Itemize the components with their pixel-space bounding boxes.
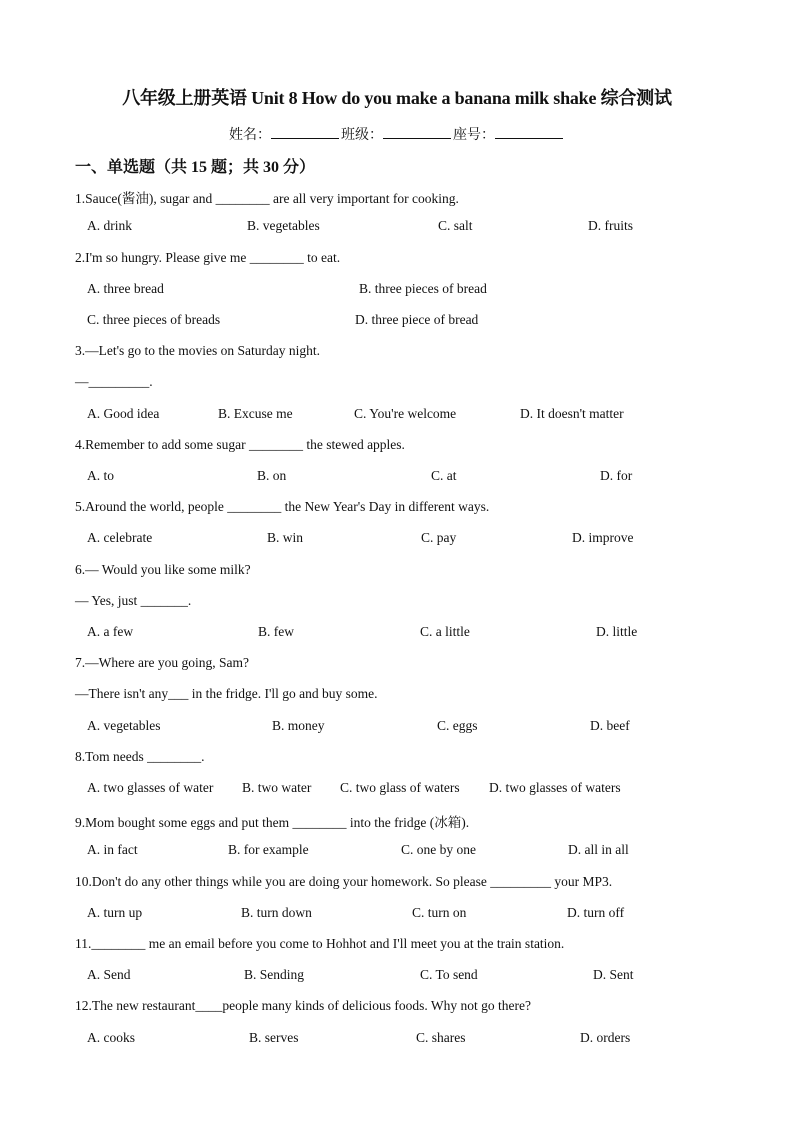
- option-a: A. vegetables: [87, 718, 161, 733]
- name-label: 姓名：: [229, 128, 271, 143]
- option-a: A. turn up: [87, 905, 143, 920]
- option-c: C. turn on: [412, 905, 467, 920]
- option-d: D. for: [600, 468, 633, 483]
- question-stem: 2.I'm so hungry. Please give me ________ to eat.: [75, 250, 341, 265]
- option-a: A. Send: [87, 967, 131, 982]
- option-c: C. You're welcome: [354, 406, 457, 421]
- option-c: C. To send: [420, 967, 478, 982]
- question-stem-line-2: —_________.: [75, 374, 153, 389]
- option-c: C. a little: [420, 624, 470, 639]
- question-stem: 10.Don't do any other things while you are doing your homework. So please _________ your MP3.: [75, 874, 613, 889]
- option-a: A. celebrate: [87, 530, 153, 545]
- question-stem: 5.Around the world, people ________ the New Year's Day in different ways.: [75, 499, 490, 514]
- option-d: D. little: [596, 624, 638, 639]
- question-stem: 3.—Let's go to the movies on Saturday night.: [75, 343, 321, 358]
- class-label: 班级：: [341, 128, 383, 143]
- question-stem: 8.Tom needs ________.: [75, 749, 205, 764]
- option-d: D. Sent: [593, 967, 634, 982]
- option-b: B. for example: [228, 842, 309, 857]
- question-stem: 9.Mom bought some eggs and put them ________ into the fridge (冰箱).: [75, 815, 470, 830]
- option-d: D. two glasses of waters: [489, 780, 621, 795]
- option-b: B. on: [257, 468, 287, 483]
- option-b: B. win: [267, 530, 304, 545]
- option-a: A. drink: [87, 218, 132, 233]
- option-d: D. beef: [590, 718, 630, 733]
- option-b: B. three pieces of bread: [359, 281, 487, 296]
- student-info-line: [0, 124, 794, 144]
- option-c: C. three pieces of breads: [87, 312, 221, 327]
- option-a: A. a few: [87, 624, 134, 639]
- class-blank[interactable]: [383, 126, 451, 139]
- option-b: B. money: [272, 718, 325, 733]
- option-d: D. orders: [580, 1030, 631, 1045]
- question-stem: 6.— Would you like some milk?: [75, 562, 251, 577]
- option-c: C. shares: [416, 1030, 466, 1045]
- option-a: A. in fact: [87, 842, 138, 857]
- option-b: B. few: [258, 624, 294, 639]
- option-b: B. two water: [242, 780, 312, 795]
- option-a: A. to: [87, 468, 114, 483]
- question-stem-line-2: —There isn't any___ in the fridge. I'll go and buy some.: [75, 686, 378, 701]
- question-stem-line-2: — Yes, just _______.: [75, 593, 192, 608]
- option-c: C. pay: [421, 530, 457, 545]
- option-b: B. vegetables: [247, 218, 320, 233]
- option-a: A. cooks: [87, 1030, 135, 1045]
- document-title: 八年级上册英语 Unit 8 How do you make a banana milk shake 综合测试: [122, 88, 672, 108]
- section-title: 一、单选题（共 15 题；共 30 分）: [75, 159, 316, 176]
- option-d: D. all in all: [568, 842, 629, 857]
- option-a: A. three bread: [87, 281, 164, 296]
- option-b: B. turn down: [241, 905, 312, 920]
- question-stem: 1.Sauce(酱油), sugar and ________ are all very important for cooking.: [75, 191, 459, 206]
- option-a: A. Good idea: [87, 406, 160, 421]
- question-stem: 7.—Where are you going, Sam?: [75, 655, 249, 670]
- name-blank[interactable]: [271, 126, 339, 139]
- seat-label: 座号：: [453, 128, 495, 143]
- option-c: C. at: [431, 468, 457, 483]
- option-a: A. two glasses of water: [87, 780, 214, 795]
- option-d: D. improve: [572, 530, 634, 545]
- option-c: C. eggs: [437, 718, 478, 733]
- option-d: D. fruits: [588, 218, 633, 233]
- option-d: D. three piece of bread: [355, 312, 479, 327]
- question-stem: 4.Remember to add some sugar ________ the stewed apples.: [75, 437, 405, 452]
- question-stem: 12.The new restaurant____people many kinds of delicious foods. Why not go there?: [75, 998, 532, 1013]
- option-d: D. It doesn't matter: [520, 406, 624, 421]
- question-stem: 11.________ me an email before you come to Hohhot and I'll meet you at the train station.: [75, 936, 565, 951]
- option-c: C. two glass of waters: [340, 780, 460, 795]
- seat-blank[interactable]: [495, 126, 563, 139]
- option-d: D. turn off: [567, 905, 625, 920]
- option-b: B. Excuse me: [218, 406, 293, 421]
- option-b: B. serves: [249, 1030, 299, 1045]
- option-b: B. Sending: [244, 967, 305, 982]
- option-c: C. one by one: [401, 842, 476, 857]
- option-c: C. salt: [438, 218, 473, 233]
